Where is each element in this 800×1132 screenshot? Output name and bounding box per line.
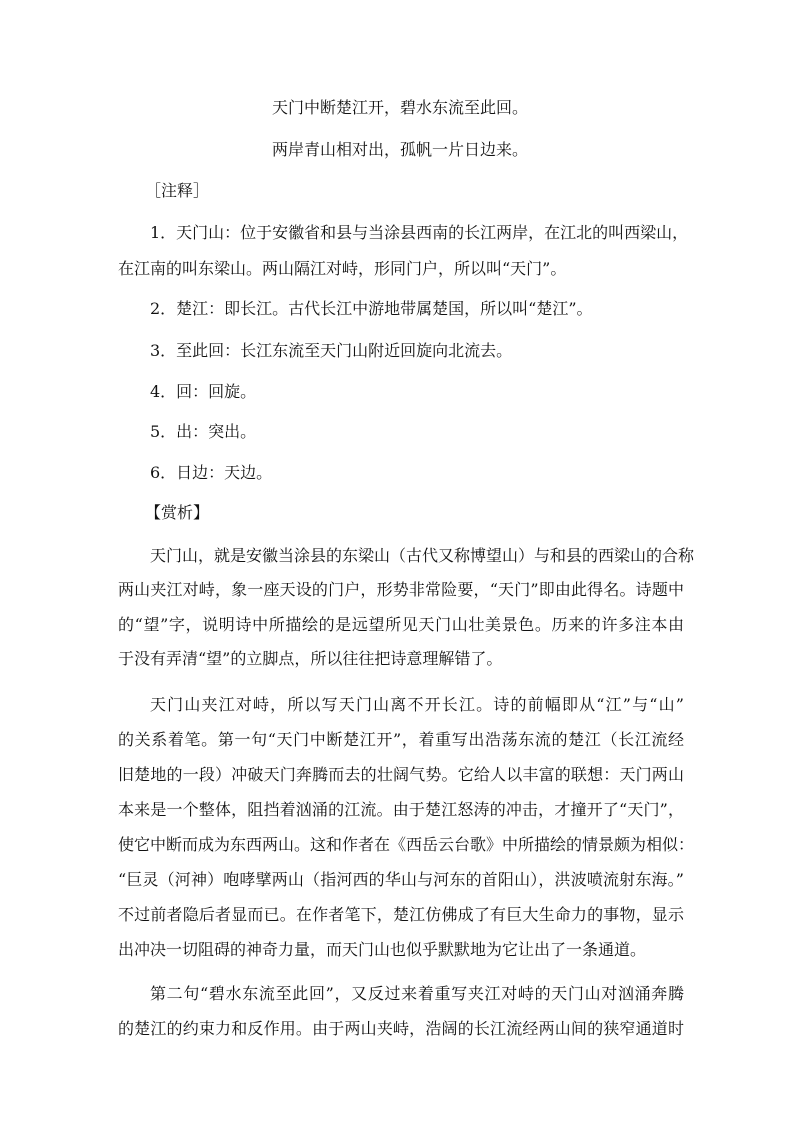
para-2-line-2: 的关系着笔。第一句“天门中断楚江开”，着重写出浩荡东流的楚江（长江流经 bbox=[118, 730, 684, 749]
para-3-line-1: 第二句“碧水东流至此回”，又反过来着重写夹江对峙的天门山对汹涌奔腾 bbox=[150, 984, 684, 1003]
note-1-line-2: 在江南的叫东梁山。两山隔江对峙，形同门户，所以叫“天门”。 bbox=[118, 259, 567, 278]
note-5: 5．出：突出。 bbox=[150, 422, 257, 441]
appreciation-heading: 【赏析】 bbox=[145, 503, 210, 522]
para-1-line-4: 于没有弄清“望”的立脚点，所以往往把诗意理解错了。 bbox=[118, 649, 503, 668]
poem-line-2: 两岸青山相对出，孤帆一片日边来。 bbox=[271, 140, 528, 159]
para-1-line-1: 天门山，就是安徽当涂县的东梁山（古代又称博望山）与和县的西梁山的合称 bbox=[150, 546, 695, 565]
para-2-line-5: 使它中断而成为东西两山。这和作者在《西岳云台歌》中所描绘的情景颇为相似： bbox=[118, 835, 695, 854]
para-2-line-7: 不过前者隐后者显而已。在作者笔下，楚江仿佛成了有巨大生命力的事物，显示 bbox=[118, 905, 684, 924]
para-2-line-8: 出冲决一切阻碍的神奇力量，而天门山也似乎默默地为它让出了一条通道。 bbox=[118, 940, 647, 959]
note-6: 6．日边：天边。 bbox=[150, 463, 273, 482]
para-2-line-3: 旧楚地的一段）冲破天门奔腾而去的壮阔气势。它给人以丰富的联想：天门两山 bbox=[118, 765, 684, 784]
notes-heading: ［注释］ bbox=[145, 181, 210, 200]
para-2-line-6: “巨灵（河神）咆哮擘两山（指河西的华山与河东的首阳山），洪波喷流射东海。” bbox=[118, 870, 684, 889]
para-1-line-2: 两山夹江对峙，象一座天设的门户，形势非常险要，“天门”即由此得名。诗题中 bbox=[118, 580, 684, 599]
para-2-line-4: 本来是一个整体，阻挡着汹涌的江流。由于楚江怒涛的冲击，才撞开了“天门”， bbox=[118, 800, 684, 819]
para-3-line-2: 的楚江的约束力和反作用。由于两山夹峙，浩阔的长江流经两山间的狭窄通道时 bbox=[118, 1019, 684, 1038]
note-3: 3．至此回：长江东流至天门山附近回旋向北流去。 bbox=[150, 341, 513, 360]
para-2-line-1: 天门山夹江对峙，所以写天门山离不开长江。诗的前幅即从“江”与“山” bbox=[150, 695, 684, 714]
note-4: 4．回：回旋。 bbox=[150, 382, 257, 401]
note-1-line-1: 1．天门山：位于安徽省和县与当涂县西南的长江两岸，在江北的叫西梁山， bbox=[150, 223, 689, 242]
para-1-line-3: 的“望”字，说明诗中所描绘的是远望所见天门山壮美景色。历来的许多注本由 bbox=[118, 615, 684, 634]
poem-line-1: 天门中断楚江开，碧水东流至此回。 bbox=[271, 98, 528, 117]
note-2: 2．楚江：即长江。古代长江中游地带属楚国，所以叫“楚江”。 bbox=[150, 299, 593, 318]
